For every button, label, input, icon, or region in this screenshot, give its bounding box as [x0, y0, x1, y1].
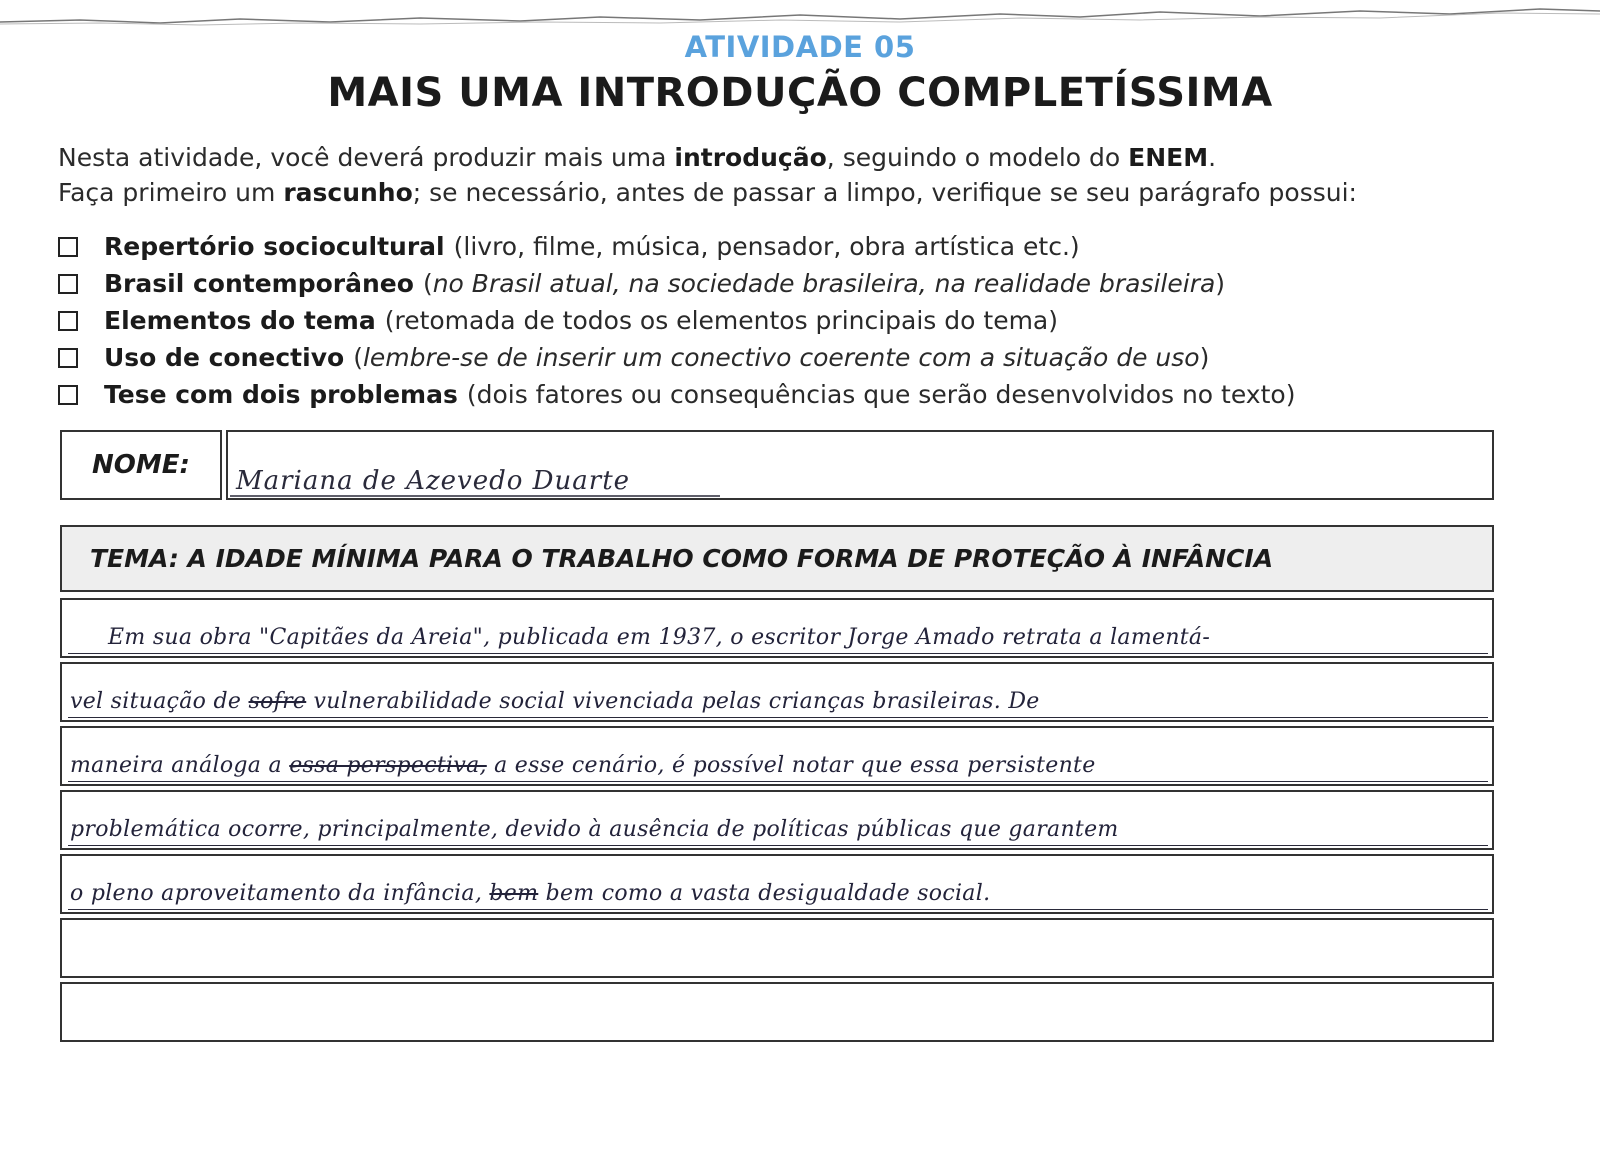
- checklist-detail: (retomada de todos os elementos principais do tema): [384, 306, 1058, 335]
- checklist-label: Elementos do tema: [104, 306, 376, 335]
- struck-word: sofre: [248, 689, 307, 714]
- essay-line-text: [68, 687, 1488, 718]
- instructions-emphasis: rascunho: [283, 178, 413, 207]
- instructions-line-1: [58, 140, 1558, 175]
- essay-line[interactable]: [60, 854, 1494, 914]
- essay-line-text: [68, 751, 1488, 782]
- instructions-line-2: [58, 175, 1558, 210]
- checkbox[interactable]: [58, 348, 78, 368]
- checklist-detail: (livro, filme, música, pensador, obra artística etc.): [453, 232, 1080, 261]
- essay-text: bem como a vasta desigualdade social.: [538, 881, 991, 906]
- instructions-text: .: [1208, 143, 1217, 172]
- checklist-paren: (: [353, 343, 363, 372]
- checklist-detail: no Brasil atual, na sociedade brasileira, na realidade brasileira: [432, 269, 1216, 298]
- instructions-emphasis: ENEM: [1128, 143, 1209, 172]
- checklist-item: [58, 302, 1558, 339]
- name-field[interactable]: [226, 430, 1494, 500]
- page-title: MAIS UMA INTRODUÇÃO COMPLETÍSSIMA: [327, 70, 1273, 116]
- checkbox[interactable]: [58, 237, 78, 257]
- checklist-detail: (dois fatores ou consequências que serão desenvolvidos no texto): [466, 380, 1296, 409]
- checklist-paren: ): [1199, 343, 1210, 372]
- essay-text: o pleno aproveitamento da infância,: [70, 881, 490, 906]
- torn-paper-edge: [0, 0, 1600, 30]
- essay-text: a esse cenário, é possível notar que essa persistente: [486, 753, 1096, 778]
- essay-line[interactable]: [60, 726, 1494, 786]
- instructions-text: Faça primeiro um: [58, 178, 284, 207]
- essay-line-empty[interactable]: [60, 982, 1494, 1042]
- instructions-text: Nesta atividade, você deverá produzir mais uma: [58, 143, 675, 172]
- checklist-item: [58, 376, 1558, 413]
- checklist-detail: lembre-se de inserir um conectivo coerente com a situação de uso: [362, 343, 1200, 372]
- essay-line[interactable]: [60, 790, 1494, 850]
- essay-text: maneira análoga a: [70, 753, 290, 778]
- checklist-item: [58, 339, 1558, 376]
- essay-line-text: [68, 879, 1488, 910]
- essay-text: vulnerabilidade social vivenciada pelas crianças brasileiras. De: [306, 689, 1040, 714]
- name-value: Mariana de Azevedo Duarte: [236, 466, 631, 496]
- essay-line[interactable]: [60, 662, 1494, 722]
- checkbox[interactable]: [58, 274, 78, 294]
- checklist-paren: ): [1215, 269, 1226, 298]
- essay-line-text: Em sua obra "Capitães da Areia", publicada em 1937, o escritor Jorge Amado retrata a lamentá-: [68, 623, 1488, 654]
- checkbox[interactable]: [58, 311, 78, 331]
- instructions: [58, 140, 1558, 210]
- activity-number: ATIVIDADE 05: [684, 30, 916, 64]
- checklist-paren: (: [422, 269, 433, 298]
- struck-word: essa perspectiva,: [289, 753, 487, 778]
- checkbox[interactable]: [58, 385, 78, 405]
- checklist-item: [58, 228, 1558, 265]
- checklist-label: Uso de conectivo: [104, 343, 345, 372]
- essay-line-text: problemática ocorre, principalmente, devido à ausência de políticas públicas que garantem: [68, 815, 1488, 846]
- checklist-label: Tese com dois problemas: [104, 380, 458, 409]
- struck-word: bem: [489, 881, 539, 906]
- essay-text: vel situação de: [70, 689, 249, 714]
- instructions-emphasis: introdução: [674, 143, 827, 172]
- instructions-text: , seguindo o modelo do: [826, 143, 1129, 172]
- essay-line[interactable]: [60, 598, 1494, 658]
- theme-box: TEMA: A IDADE MÍNIMA PARA O TRABALHO COMO FORMA DE PROTEÇÃO À INFÂNCIA: [60, 525, 1494, 592]
- checklist-item: [58, 265, 1558, 302]
- instructions-text: ; se necessário, antes de passar a limpo, verifique se seu parágrafo possui:: [412, 178, 1357, 207]
- name-label: NOME:: [60, 430, 222, 500]
- essay-line-empty[interactable]: [60, 918, 1494, 978]
- checklist: [58, 228, 1558, 413]
- checklist-label: Repertório sociocultural: [104, 232, 445, 261]
- checklist-label: Brasil contemporâneo: [104, 269, 414, 298]
